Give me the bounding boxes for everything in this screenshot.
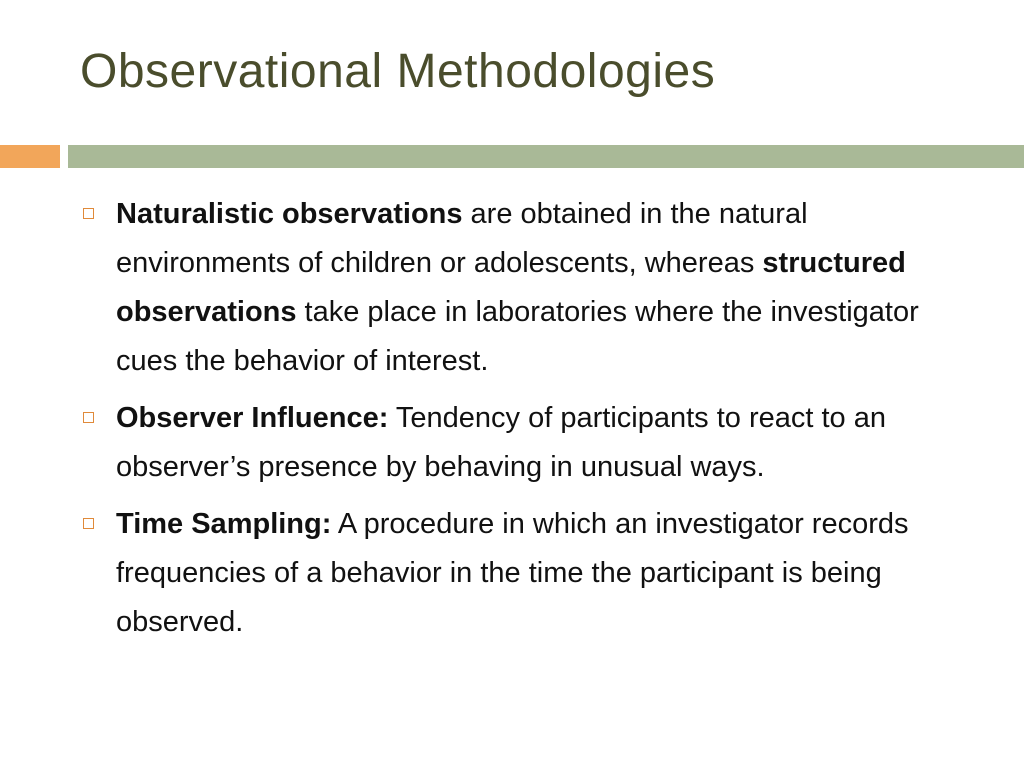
bullet-text: Tendency of participants to react to an observer’s presence by behaving in unusual ways. — [116, 402, 886, 483]
slide-title: Observational Methodologies — [80, 45, 716, 98]
bullet-term: structured observations — [116, 247, 906, 328]
bullet-item-observer-influence — [80, 394, 930, 492]
accent-bar — [0, 145, 60, 168]
bullet-item-time-sampling — [80, 500, 930, 647]
bullet-text: take place in laboratories where the investigator cues the behavior of interest. — [116, 296, 919, 377]
bullet-term: Naturalistic observations — [116, 198, 463, 230]
square-bullet-icon — [83, 412, 94, 423]
bullet-term: Observer Influence: — [116, 402, 389, 434]
square-bullet-icon — [83, 518, 94, 529]
bullet-text: are obtained in the natural environments of children or adolescents, whereas — [116, 198, 808, 279]
bullet-list — [80, 190, 930, 655]
bullet-item-naturalistic-observations — [80, 190, 930, 386]
bullet-text: A procedure in which an investigator records frequencies of a behavior in the time the participant is being observed. — [116, 508, 909, 638]
square-bullet-icon — [83, 208, 94, 219]
bullet-term: Time Sampling: — [116, 508, 332, 540]
title-rule-bar — [68, 145, 1024, 168]
